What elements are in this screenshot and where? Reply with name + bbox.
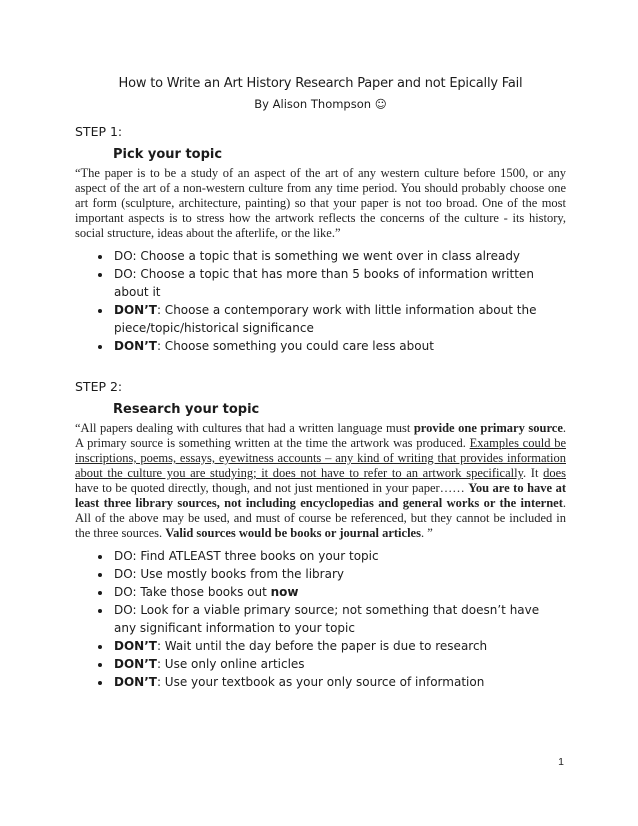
bullet-item: • DO: Look for a viable primary source; not something that doesn’t have any significant information to your topic: [112, 601, 558, 637]
step-1-section: [75, 124, 566, 355]
step-1-bullet-list: [75, 247, 566, 355]
step-2-quote-paragraph: “All papers dealing with cultures that had a written language must provide one primary source. A primary source is something written at the time the artwork was produced. Examples could be inscriptions, poems, essays, eyewitness accounts – any kind of writing that provides information about the culture you are studying; it does not have to refer to an artwork specifically. It does have to be quoted directly, though, and not just mentioned in your paper…… You are to have at least three library sources, not including encyclopedias and general works or the internet. All of the above may be used, and must of course be referenced, but they cannot be included in the three sources. Valid sources would be books or journal articles. ”: [75, 421, 567, 540]
bullet-item: • DON’T: Use your textbook as your only source of information: [112, 673, 558, 691]
step-1-heading: Pick your topic: [113, 147, 223, 162]
bullet-item: • DON’T: Choose something you could care less about: [112, 337, 558, 355]
bullet-item: • DO: Find ATLEAST three books on your topic: [112, 547, 558, 565]
step-2-label: STEP 2:: [75, 379, 123, 394]
bullet-item: • DO: Take those books out now: [112, 583, 558, 601]
byline: By Alison Thompson ☺: [254, 97, 387, 111]
bullet-item: • DO: Choose a topic that has more than 5 books of information written about it: [112, 265, 558, 301]
step-2-section: [75, 379, 566, 691]
bullet-item: • DON’T: Wait until the day before the paper is due to research: [112, 637, 558, 655]
step-2-bullet-list: [75, 547, 566, 691]
bullet-item: • DO: Choose a topic that is something we went over in class already: [112, 247, 558, 265]
step-1-quote-paragraph: “The paper is to be a study of an aspect of the art of any western culture before 1500, or any aspect of the art of a non-western culture from any time period. You should probably choose one art form (sculpture, architecture, painting) so that your paper is not too broad. One of the most important aspects is to stress how the artwork reflects the concerns of the culture - its history, social structure, ideas about the afterlife, or the like.”: [75, 166, 566, 240]
section-spacer: [75, 355, 566, 379]
page-number: 1: [558, 756, 564, 768]
bullet-item: • DO: Use mostly books from the library: [112, 565, 558, 583]
step-2-heading: Research your topic: [113, 402, 260, 417]
bullet-item: • DON’T: Choose a contemporary work with little information about the piece/topic/historical significance: [112, 301, 558, 337]
step-1-label: STEP 1:: [75, 124, 123, 139]
document-title: How to Write an Art History Research Paper and not Epically Fail: [118, 76, 523, 91]
bullet-item: • DON’T: Use only online articles: [112, 655, 558, 673]
